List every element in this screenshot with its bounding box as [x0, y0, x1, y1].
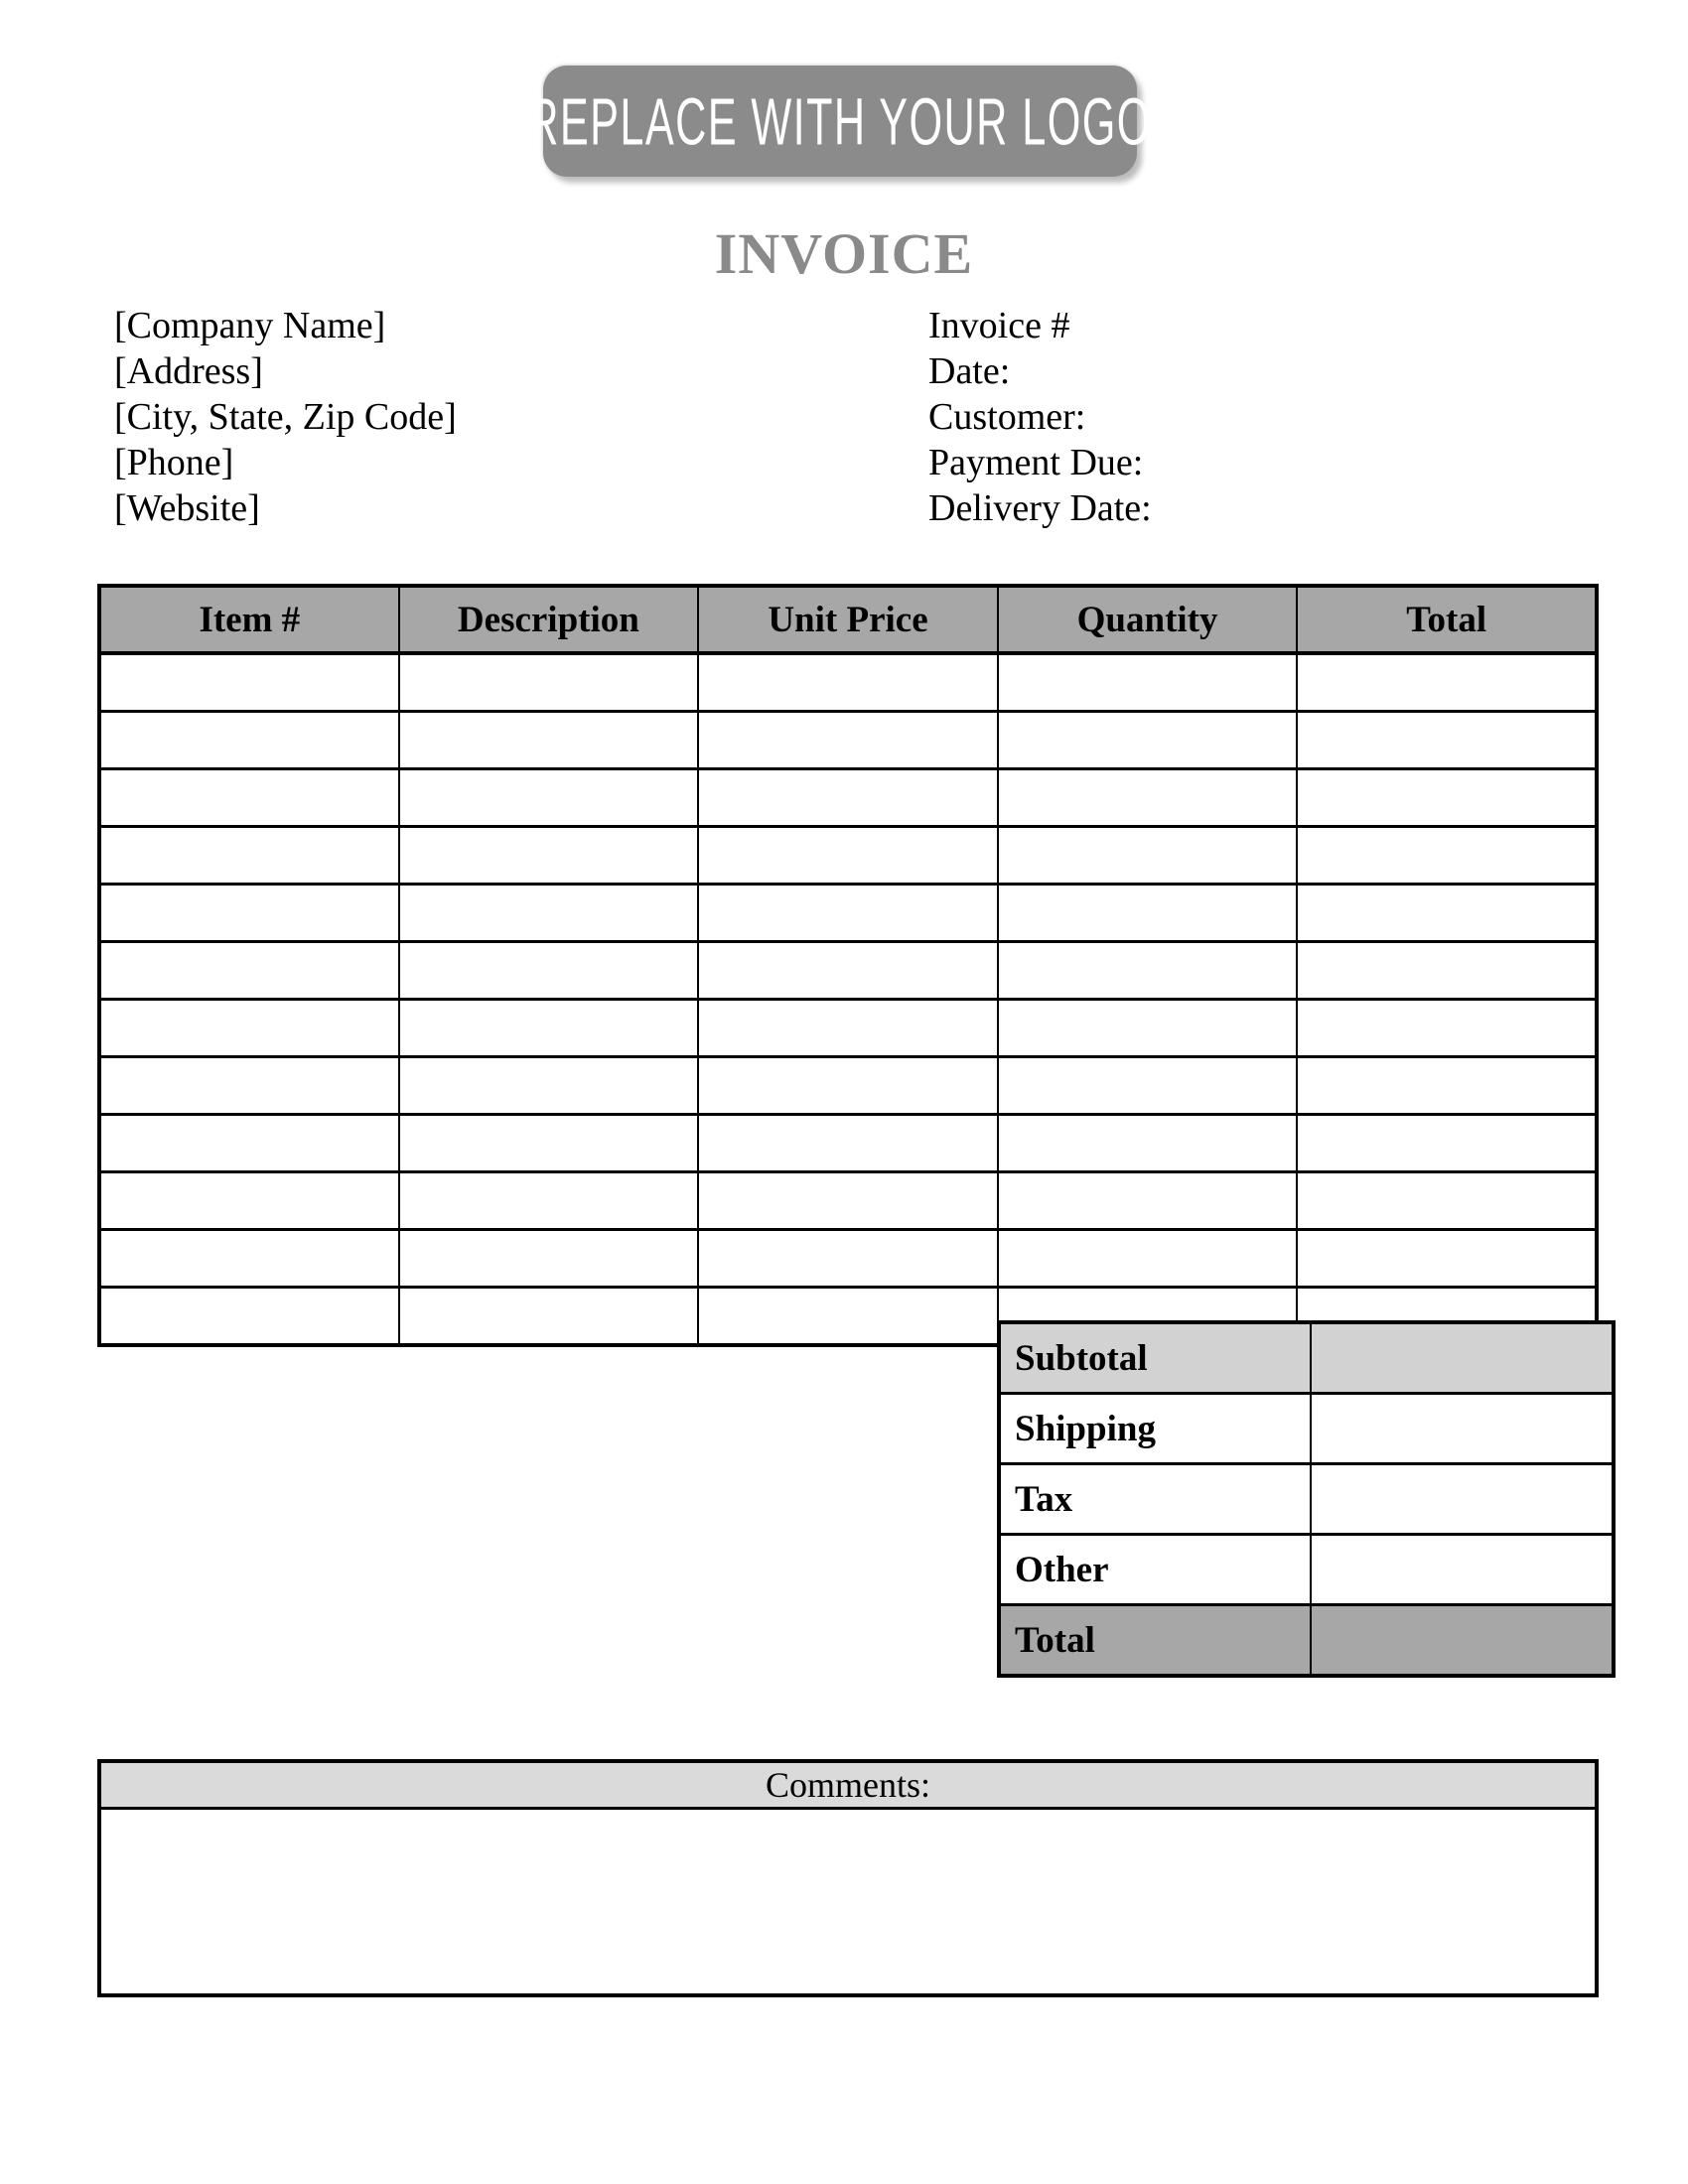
item-cell-field[interactable]	[1297, 1115, 1597, 1172]
item-cell-field[interactable]	[99, 1115, 399, 1172]
item-cell-field[interactable]	[399, 1172, 699, 1230]
item-cell-field[interactable]	[998, 942, 1298, 1000]
company-info-line: [Website]	[114, 487, 260, 529]
item-cell-field[interactable]	[698, 712, 998, 769]
item-cell-field[interactable]	[1297, 769, 1597, 827]
item-cell-field[interactable]	[1297, 1000, 1597, 1057]
item-row	[99, 769, 1597, 827]
items-table	[97, 584, 1599, 1347]
item-cell-field[interactable]	[698, 827, 998, 885]
summary-value-field[interactable]	[1311, 1322, 1614, 1394]
items-table-body	[99, 653, 1597, 1345]
item-cell-field[interactable]	[99, 1172, 399, 1230]
item-cell-field[interactable]	[1297, 885, 1597, 942]
item-cell-field[interactable]	[99, 653, 399, 712]
company-info-line: [Address]	[114, 350, 263, 392]
summary-row	[999, 1322, 1614, 1394]
item-cell-field[interactable]	[399, 1230, 699, 1288]
company-info-line: [Company Name]	[114, 305, 386, 346]
summary-value-field[interactable]	[1311, 1605, 1614, 1677]
item-cell-field[interactable]	[1297, 827, 1597, 885]
comments-body-field[interactable]	[101, 1810, 1595, 1993]
company-info-line: [Phone]	[114, 442, 234, 483]
item-row	[99, 1230, 1597, 1288]
items-header-cell: Quantity	[998, 586, 1298, 653]
item-cell-field[interactable]	[99, 712, 399, 769]
item-row	[99, 653, 1597, 712]
invoice-info-line: Customer:	[928, 396, 1086, 438]
items-header-cell: Item #	[99, 586, 399, 653]
item-cell-field[interactable]	[399, 712, 699, 769]
item-cell-field[interactable]	[1297, 653, 1597, 712]
items-header-cell: Description	[399, 586, 699, 653]
item-cell-field[interactable]	[99, 1000, 399, 1057]
item-row	[99, 1000, 1597, 1057]
summary-row	[999, 1605, 1614, 1677]
summary-label: Subtotal	[999, 1322, 1311, 1394]
item-cell-field[interactable]	[998, 1057, 1298, 1115]
item-cell-field[interactable]	[698, 1172, 998, 1230]
items-header-cell: Total	[1297, 586, 1597, 653]
item-cell-field[interactable]	[698, 769, 998, 827]
item-row	[99, 942, 1597, 1000]
invoice-info-line: Invoice #	[928, 305, 1070, 346]
item-cell-field[interactable]	[998, 827, 1298, 885]
summary-label: Tax	[999, 1464, 1311, 1535]
invoice-info-line: Payment Due:	[928, 442, 1144, 483]
item-cell-field[interactable]	[399, 885, 699, 942]
item-cell-field[interactable]	[998, 1115, 1298, 1172]
invoice-info-line: Delivery Date:	[928, 487, 1152, 529]
item-row	[99, 827, 1597, 885]
item-row	[99, 885, 1597, 942]
item-cell-field[interactable]	[998, 653, 1298, 712]
item-cell-field[interactable]	[399, 1000, 699, 1057]
item-cell-field[interactable]	[698, 942, 998, 1000]
item-cell-field[interactable]	[698, 1230, 998, 1288]
logo-placeholder-text: REPLACE WITH YOUR LOGO	[527, 83, 1153, 159]
item-cell-field[interactable]	[998, 1000, 1298, 1057]
item-cell-field[interactable]	[998, 712, 1298, 769]
summary-label: Other	[999, 1535, 1311, 1605]
item-cell-field[interactable]	[698, 885, 998, 942]
items-header-cell: Unit Price	[698, 586, 998, 653]
item-cell-field[interactable]	[698, 653, 998, 712]
item-cell-field[interactable]	[399, 827, 699, 885]
company-info-block	[114, 303, 457, 531]
item-cell-field[interactable]	[99, 1230, 399, 1288]
summary-row	[999, 1394, 1614, 1464]
comments-section	[97, 1759, 1599, 1997]
item-cell-field[interactable]	[998, 769, 1298, 827]
items-table-header-row	[99, 586, 1597, 653]
summary-label: Total	[999, 1605, 1311, 1677]
item-cell-field[interactable]	[698, 1288, 998, 1346]
item-row	[99, 1057, 1597, 1115]
item-cell-field[interactable]	[99, 1057, 399, 1115]
item-row	[99, 1172, 1597, 1230]
item-cell-field[interactable]	[1297, 712, 1597, 769]
item-cell-field[interactable]	[1297, 1230, 1597, 1288]
summary-value-field[interactable]	[1311, 1535, 1614, 1605]
summary-table	[997, 1320, 1616, 1678]
item-cell-field[interactable]	[399, 769, 699, 827]
item-cell-field[interactable]	[99, 769, 399, 827]
logo-placeholder	[527, 66, 1153, 177]
invoice-info-line: Date:	[928, 350, 1011, 392]
item-row	[99, 1115, 1597, 1172]
item-cell-field[interactable]	[399, 1288, 699, 1346]
item-cell-field[interactable]	[99, 885, 399, 942]
item-cell-field[interactable]	[99, 1288, 399, 1346]
item-cell-field[interactable]	[698, 1057, 998, 1115]
summary-label: Shipping	[999, 1394, 1311, 1464]
item-cell-field[interactable]	[1297, 1057, 1597, 1115]
page-title: INVOICE	[714, 221, 974, 286]
item-cell-field[interactable]	[698, 1000, 998, 1057]
item-cell-field[interactable]	[399, 942, 699, 1000]
item-cell-field[interactable]	[1297, 1172, 1597, 1230]
item-row	[99, 712, 1597, 769]
item-cell-field[interactable]	[399, 1057, 699, 1115]
item-cell-field[interactable]	[399, 1115, 699, 1172]
item-cell-field[interactable]	[399, 653, 699, 712]
company-info-line: [City, State, Zip Code]	[114, 396, 457, 438]
item-cell-field[interactable]	[99, 827, 399, 885]
summary-row	[999, 1535, 1614, 1605]
item-cell-field[interactable]	[998, 1172, 1298, 1230]
summary-table-body	[999, 1322, 1614, 1676]
item-cell-field[interactable]	[998, 1230, 1298, 1288]
summary-row	[999, 1464, 1614, 1535]
item-cell-field[interactable]	[698, 1115, 998, 1172]
item-cell-field[interactable]	[998, 885, 1298, 942]
summary-value-field[interactable]	[1311, 1394, 1614, 1464]
invoice-info-block	[928, 303, 1152, 531]
item-cell-field[interactable]	[99, 942, 399, 1000]
summary-value-field[interactable]	[1311, 1464, 1614, 1535]
item-cell-field[interactable]	[1297, 942, 1597, 1000]
comments-header: Comments:	[101, 1763, 1595, 1810]
